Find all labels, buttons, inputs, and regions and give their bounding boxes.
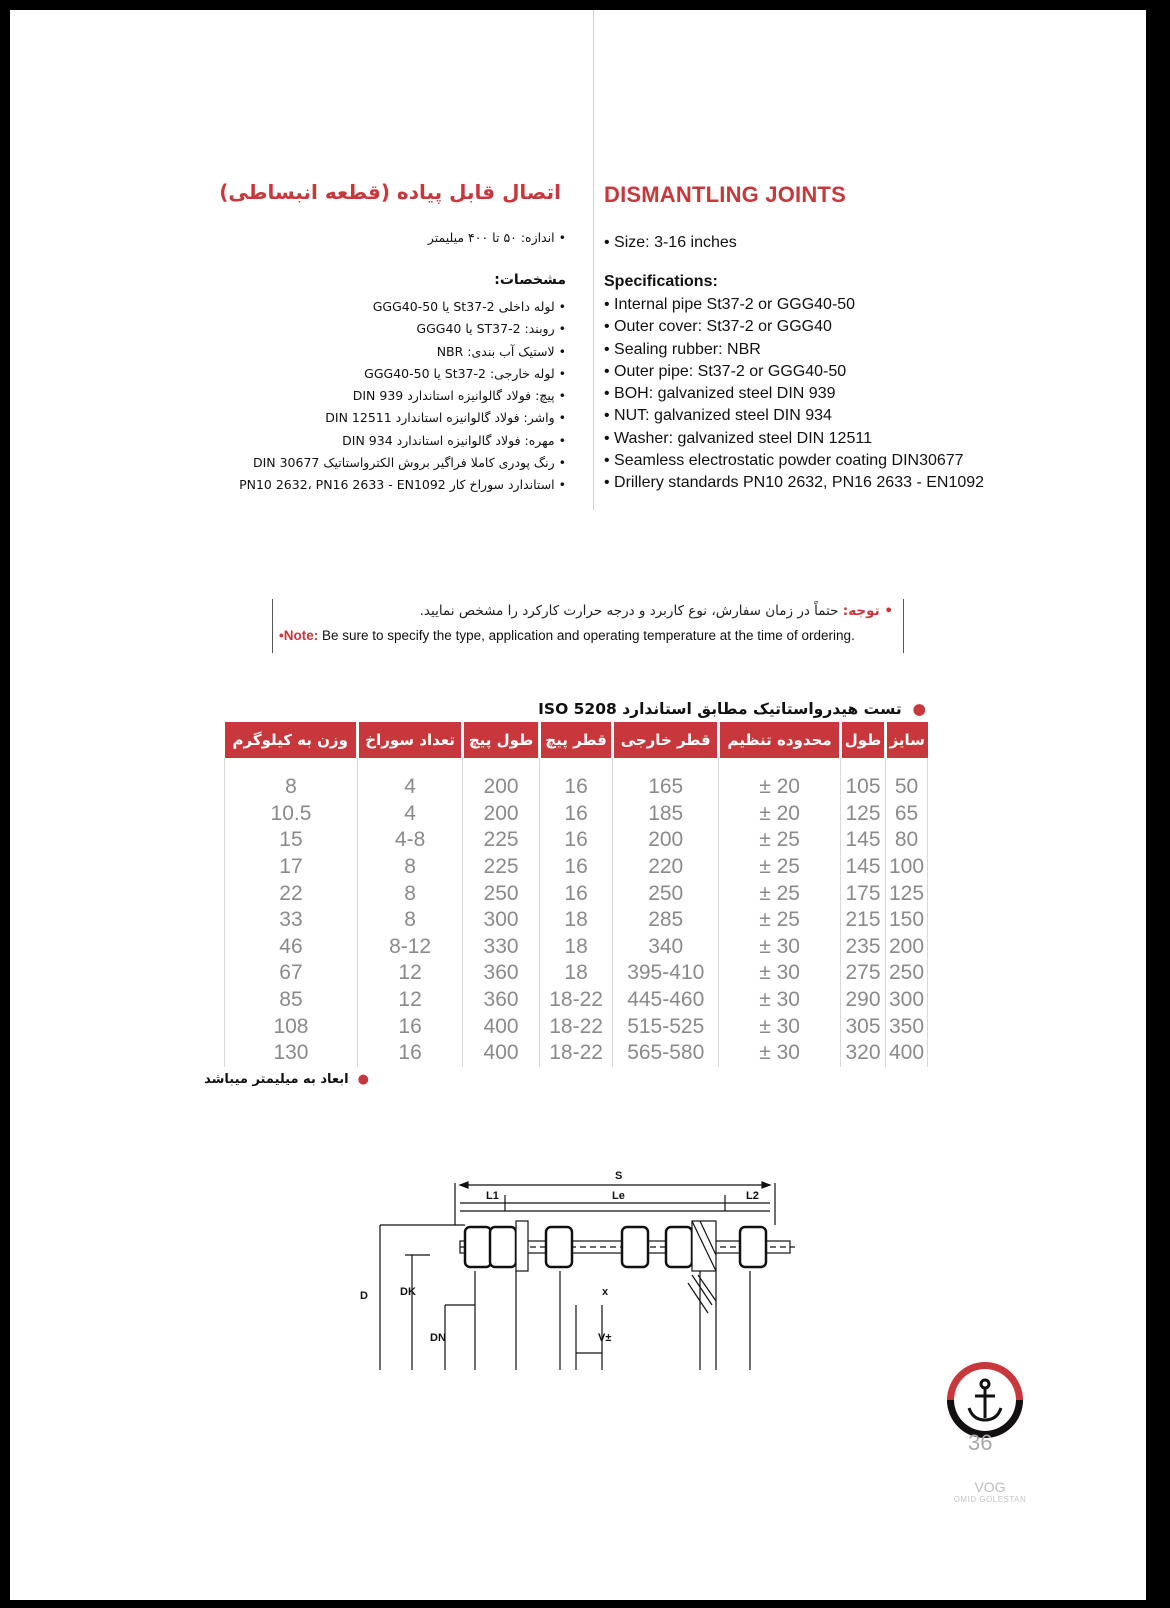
table-cell: 565-580	[613, 1040, 719, 1067]
page-number: 36	[968, 1430, 993, 1455]
table-cell: 300	[886, 987, 928, 1014]
table-cell: ± 30	[719, 1040, 841, 1067]
table-cell: ± 30	[719, 960, 841, 987]
table-cell: 4	[357, 801, 462, 828]
table-spacer	[225, 758, 928, 774]
table-cell: 67	[225, 960, 358, 987]
spec-item: • لوله خارجی: St37-2 یا GGG40-50	[364, 365, 566, 381]
spec-item: • واشر: فولاد گالوانیزه استاندارد DIN 12511	[325, 410, 566, 426]
table-cell: ± 25	[719, 827, 841, 854]
table-cell: 16	[539, 880, 612, 907]
table-cell: 8	[225, 774, 358, 801]
table-cell: 16	[539, 827, 612, 854]
table-cell: 17	[225, 854, 358, 881]
title-english: DISMANTLING JOINTS	[604, 182, 846, 207]
header-holes: تعداد سوراخ	[357, 722, 462, 758]
spec-item: • Outer cover: St37-2 or GGG40	[604, 318, 832, 336]
spec-item: • روبند: ST37-2 یا GGG40	[416, 321, 566, 337]
table-cell: 18	[539, 934, 612, 961]
table-cell: 285	[613, 907, 719, 934]
table-row	[225, 934, 928, 961]
header-weight: وزن به کیلوگرم	[225, 722, 358, 758]
table-cell: 200	[463, 801, 540, 828]
table-cell: 18-22	[539, 1040, 612, 1067]
table-cell: 100	[886, 854, 928, 881]
header-bolt-length: طول پیچ	[463, 722, 540, 758]
table-cell: ± 25	[719, 880, 841, 907]
spec-item: • استاندارد سوراخ کار PN10 2632، PN16 2633 - EN1092	[239, 477, 566, 493]
table-cell: 15	[225, 827, 358, 854]
table-cell: 8	[357, 880, 462, 907]
table-cell: 8	[357, 907, 462, 934]
table-row	[225, 1040, 928, 1067]
spec-list-persian	[239, 296, 566, 497]
table-cell: 235	[841, 934, 886, 961]
table-cell: 400	[463, 1013, 540, 1040]
label-dk: DK	[400, 1286, 416, 1298]
table-cell: 12	[357, 960, 462, 987]
table-cell: 175	[841, 880, 886, 907]
label-l2: L2	[746, 1190, 759, 1202]
table-cell: 4	[357, 774, 462, 801]
spec-item: • رنگ پودری کاملا فراگیر بروش الکترواستاتیک DIN 30677	[252, 455, 566, 471]
table-row	[225, 774, 928, 801]
table-cell: 18-22	[539, 987, 612, 1014]
table-row	[225, 960, 928, 987]
ordering-note	[272, 599, 904, 653]
label-d: D	[360, 1290, 368, 1302]
test-heading: ● تست هیدرواستاتیک مطابق استاندارد ISO 5208	[538, 700, 926, 718]
table-cell: 185	[613, 801, 719, 828]
table-header-row	[225, 722, 928, 758]
table-cell: 18	[539, 907, 612, 934]
table-cell: 46	[225, 934, 358, 961]
label-x: x	[602, 1286, 609, 1298]
spec-item: • لوله داخلی St37-2 یا GGG40-50	[372, 299, 566, 314]
spec-list-english	[604, 294, 984, 495]
dimensions-unit-note: ● ابعاد به میلیمتر میباشد	[204, 1072, 369, 1087]
table-cell: 12	[357, 987, 462, 1014]
table-cell: 130	[225, 1040, 358, 1067]
table-cell: 150	[886, 907, 928, 934]
spec-item: • Outer pipe: St37-2 or GGG40-50	[604, 362, 847, 380]
table-cell: 22	[225, 880, 358, 907]
table-cell: ± 30	[719, 1013, 841, 1040]
label-l1: L1	[486, 1190, 499, 1202]
table-row	[225, 907, 928, 934]
table-cell: 145	[841, 827, 886, 854]
table-cell: 400	[463, 1040, 540, 1067]
spec-item: • Washer: galvanized steel DIN 12511	[604, 429, 872, 447]
table-cell: ± 20	[719, 801, 841, 828]
table-cell: 125	[886, 880, 928, 907]
table-cell: 320	[841, 1040, 886, 1067]
table-cell: 395-410	[613, 960, 719, 987]
table-cell: 360	[463, 960, 540, 987]
table-cell: 16	[357, 1040, 462, 1067]
table-cell: 220	[613, 854, 719, 881]
column-divider	[593, 10, 594, 510]
spec-item: • Drillery standards PN10 2632, PN16 2633 - EN1092	[604, 474, 985, 492]
label-dn: DN	[430, 1332, 446, 1344]
label-v: V±	[598, 1332, 612, 1344]
dismantling-joint-drawing	[350, 1155, 810, 1375]
table-cell: 275	[841, 960, 886, 987]
table-cell: 200	[886, 934, 928, 961]
table-cell: 16	[539, 801, 612, 828]
spec-item: • Internal pipe St37-2 or GGG40-50	[604, 296, 856, 313]
header-bolt-diameter: قطر پیچ	[539, 722, 612, 758]
header-outer-diameter: قطر خارجی	[613, 722, 719, 758]
spec-item: • Sealing rubber: NBR	[604, 340, 761, 358]
spec-item: • NUT: galvanized steel DIN 934	[604, 407, 832, 425]
table-cell: 33	[225, 907, 358, 934]
title-persian: اتصال قابل پیاده (قطعه انبساطی)	[219, 180, 561, 204]
table-cell: 250	[463, 880, 540, 907]
table-cell: 250	[886, 960, 928, 987]
catalog-page	[10, 10, 1146, 1600]
spec-item: • پیچ: فولاد گالوانیزه استاندارد DIN 939	[352, 388, 566, 404]
table-cell: ± 20	[719, 774, 841, 801]
spec-item: • Seamless electrostatic powder coating DIN30677	[604, 452, 964, 470]
header-adjust-range: محدوده تنظیم	[719, 722, 841, 758]
table-cell: 445-460	[613, 987, 719, 1014]
table-cell: 18	[539, 960, 612, 987]
table-row	[225, 801, 928, 828]
label-le: Le	[612, 1190, 625, 1202]
table-cell: 8	[357, 854, 462, 881]
table-cell: 125	[841, 801, 886, 828]
table-cell: 8-12	[357, 934, 462, 961]
anchor-logo-icon	[945, 1360, 1025, 1440]
table-cell: 85	[225, 987, 358, 1014]
dimensions-table	[224, 722, 928, 1067]
table-cell: 330	[463, 934, 540, 961]
table-cell: ± 25	[719, 854, 841, 881]
table-cell: 225	[463, 854, 540, 881]
table-cell: 108	[225, 1013, 358, 1040]
table-row	[225, 880, 928, 907]
note-persian: • توجه: حتماً در زمان سفارش، نوع کاربرد و درجه حرارت کارکرد را مشخص نمایید.	[419, 603, 893, 619]
table-cell: 515-525	[613, 1013, 719, 1040]
table-cell: 305	[841, 1013, 886, 1040]
table-cell: 360	[463, 987, 540, 1014]
table-cell: 340	[613, 934, 719, 961]
table-row	[225, 854, 928, 881]
table-cell: 16	[357, 1013, 462, 1040]
spec-item: • لاستیک آب بندی: NBR	[436, 343, 566, 359]
label-s: S	[615, 1170, 623, 1182]
table-cell: 105	[841, 774, 886, 801]
table-row	[225, 827, 928, 854]
table-cell: 4-8	[357, 827, 462, 854]
size-english: • Size: 3-16 inches	[604, 234, 737, 251]
table-cell: ± 25	[719, 907, 841, 934]
table-cell: 290	[841, 987, 886, 1014]
table-cell: 225	[463, 827, 540, 854]
brand-mark: VOG	[974, 1479, 1006, 1495]
table-row	[225, 987, 928, 1014]
table-cell: 65	[886, 801, 928, 828]
brand-subtitle: OMID GOLESTAN	[953, 1495, 1027, 1504]
note-english: •Note: Be sure to specify the type, application and operating temperature at the time of ordering.	[279, 628, 855, 643]
table-cell: 165	[613, 774, 719, 801]
spec-item: • BOH: galvanized steel DIN 939	[604, 385, 836, 403]
table-cell: 200	[613, 827, 719, 854]
table-body	[225, 758, 928, 1067]
spec-heading-english: Specifications:	[604, 273, 718, 290]
table-cell: 145	[841, 854, 886, 881]
table-cell: 250	[613, 880, 719, 907]
size-persian: • اندازه: ۵۰ تا ۴۰۰ میلیمتر	[427, 230, 566, 245]
table-cell: 200	[463, 774, 540, 801]
table-cell: 400	[886, 1040, 928, 1067]
table-cell: 50	[886, 774, 928, 801]
table-cell: 80	[886, 827, 928, 854]
table-cell: 16	[539, 854, 612, 881]
table-cell: 300	[463, 907, 540, 934]
header-size: سایز	[886, 722, 928, 758]
table-cell: ± 30	[719, 987, 841, 1014]
table-row	[225, 1013, 928, 1040]
table-cell: 16	[539, 774, 612, 801]
table-cell: 350	[886, 1013, 928, 1040]
table-cell: 215	[841, 907, 886, 934]
header-length: طول	[841, 722, 886, 758]
table-cell: 10.5	[225, 801, 358, 828]
spec-item: • مهره: فولاد گالوانیزه استاندارد DIN 934	[342, 432, 566, 448]
spec-heading-persian: مشخصات:	[494, 272, 566, 288]
table-cell: ± 30	[719, 934, 841, 961]
table-cell: 18-22	[539, 1013, 612, 1040]
